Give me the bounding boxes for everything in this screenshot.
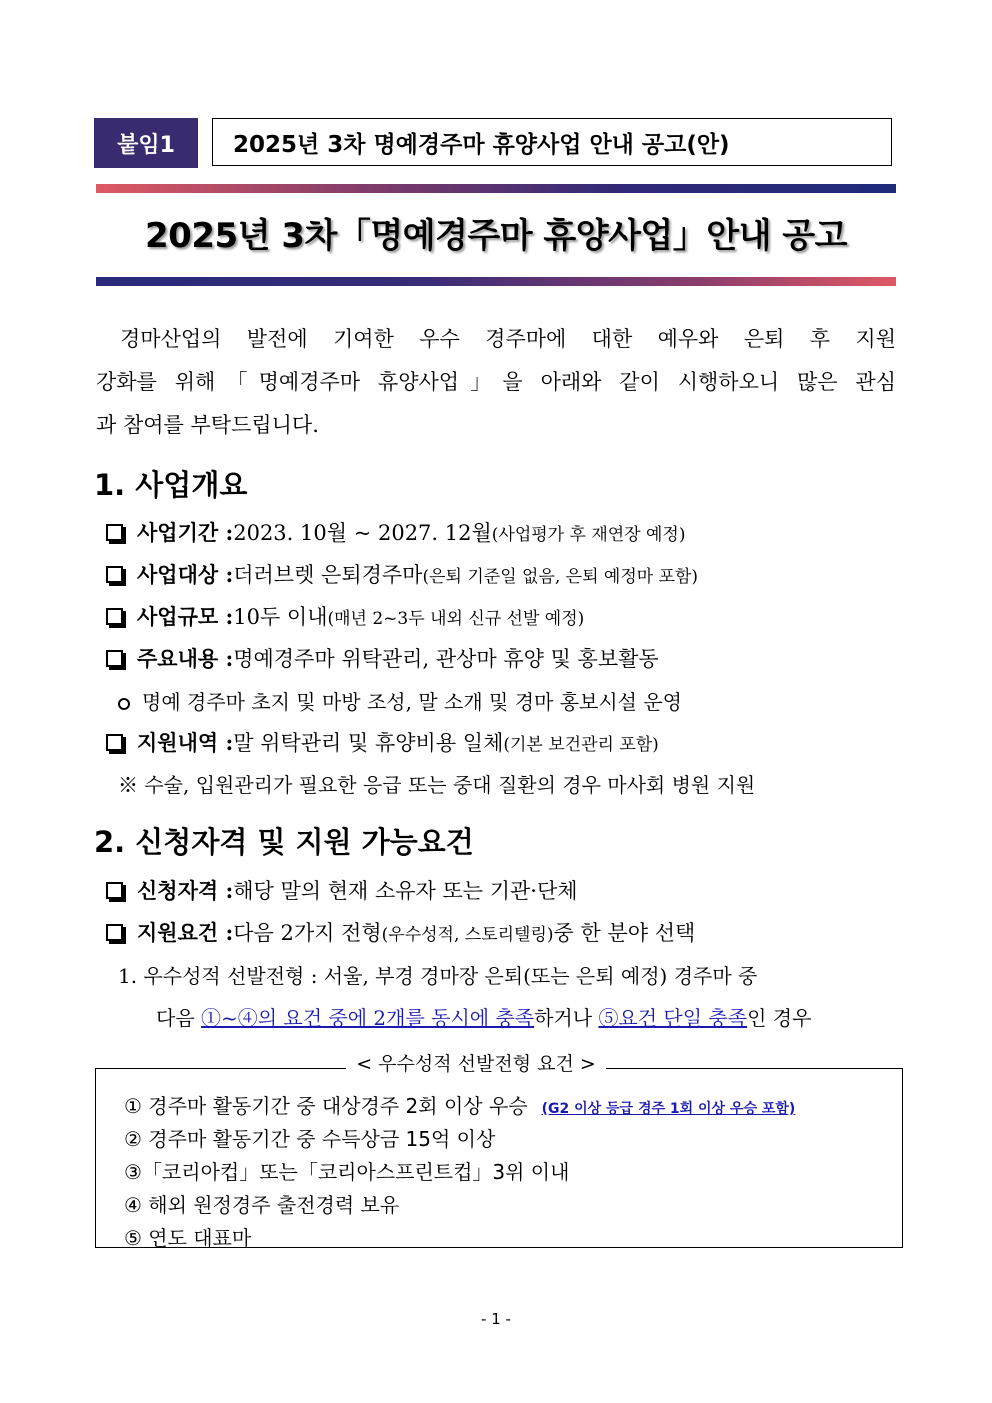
intro-line-1: 경마산업의 발전에 기여한 우수 경주마에 대한 예우와 은퇴 후 지원 [120,327,896,351]
section-1-item [106,727,659,757]
item-text: 명예경주마 위탁관리, 관상마 휴양 및 홍보활동 [233,647,659,671]
section-2-item [106,917,695,947]
requirement-text: ① 경주마 활동기간 중 대상경주 2회 이상 우승 [124,1094,528,1118]
text-segment: 하거나 [534,1006,599,1030]
item-text: 말 위탁관리 및 휴양비용 일체 [233,731,504,755]
section-1-sub-item [118,686,682,715]
item-note: (우수성적, 스토리텔링) [381,924,554,945]
title-bar-top [96,184,896,193]
page-title: 2025년 3차「명예경주마 휴양사업」안내 공고 [145,216,847,256]
attachment-title: 2025년 3차 명예경주마 휴양사업 안내 공고(안) [212,118,892,166]
requirement-highlight-1: ①~④의 요건 중에 2개를 동시에 충족 [201,1006,535,1030]
item-label: 지원내역 : [137,730,234,755]
requirement-highlight-2: ⑤요건 단일 충족 [598,1006,748,1030]
requirement-item: ③「코리아컵」또는「코리아스프린트컵」3위 이내 [124,1160,570,1184]
page-number: - 1 - [481,1310,511,1328]
item-label: 사업대상 : [137,562,234,587]
section-1-item [106,643,659,673]
item-note: (사업평가 후 재연장 예정) [491,524,686,545]
title-bar-bottom [96,277,896,286]
section-1-item [106,559,698,589]
intro-paragraph [96,318,896,447]
attachment-badge: 붙임1 [94,118,198,168]
item-text: 다음 2가지 전형 [233,921,382,945]
item-label: 주요내용 : [137,646,234,671]
requirement-item: ② 경주마 활동기간 중 수득상금 15억 이상 [124,1127,496,1151]
section-1-heading: 1. 사업개요 [94,468,248,502]
selection-track-line-1: 1. 우수성적 선발전형 : 서울, 부경 경마장 은퇴(또는 은퇴 예정) 경주마 중 [118,964,758,988]
requirement-note: (G2 이상 등급 경주 1회 이상 우승 포함) [541,1101,796,1117]
item-label: 신청자격 : [137,878,234,903]
section-1-item [106,601,584,631]
item-label: 지원요건 : [137,920,234,945]
requirements-title [0,1049,992,1076]
intro-line-2: 강화를 위해「명예경주마 휴양사업」을 아래와 같이 시행하오니 많은 관심 [96,370,896,394]
circle-bullet-icon [118,698,130,710]
checkbox-icon [106,924,123,941]
intro-line-3: 과 참여를 부탁드립니다. [96,413,319,437]
checkbox-icon [106,650,123,667]
item-label: 사업규모 : [137,604,234,629]
sub-item-text: 명예 경주마 초지 및 마방 조성, 말 소개 및 경마 홍보시설 운영 [142,690,682,714]
requirement-item: ⑤ 연도 대표마 [124,1226,252,1250]
item-text: 해당 말의 현재 소유자 또는 기관·단체 [233,879,578,903]
checkbox-icon [106,882,123,899]
item-note: (매년 2~3두 내외 신규 선발 예정) [327,608,585,629]
selection-track-line-2 [156,1002,811,1031]
checkbox-icon [106,608,123,625]
section-2-item [106,875,578,905]
requirements-title-text: < 우수성적 선발전형 요건 > [346,1053,606,1075]
item-note: (기본 보건관리 포함) [503,734,659,755]
requirement-item [124,1090,795,1119]
checkbox-icon [106,524,123,541]
checkbox-icon [106,734,123,751]
section-1-item [106,517,685,547]
requirement-item: ④ 해외 원정경주 출전경력 보유 [124,1193,400,1217]
section-2-heading: 2. 신청자격 및 지원 가능요건 [94,825,474,859]
item-text: 더러브렛 은퇴경주마 [233,563,423,587]
section-1-note: ※ 수술, 입원관리가 필요한 응급 또는 중대 질환의 경우 마사회 병원 지원 [118,773,756,797]
text-segment: 다음 [156,1006,201,1030]
item-text: 2023. 10월 ~ 2027. 12월 [233,521,492,545]
item-label: 사업기간 : [137,520,234,545]
text-segment: 인 경우 [747,1006,812,1030]
item-text: 10두 이내 [233,605,328,629]
item-note: (은퇴 기준일 없음, 은퇴 예정마 포함) [422,566,699,587]
item-tail: 중 한 분야 선택 [553,921,696,945]
checkbox-icon [106,566,123,583]
